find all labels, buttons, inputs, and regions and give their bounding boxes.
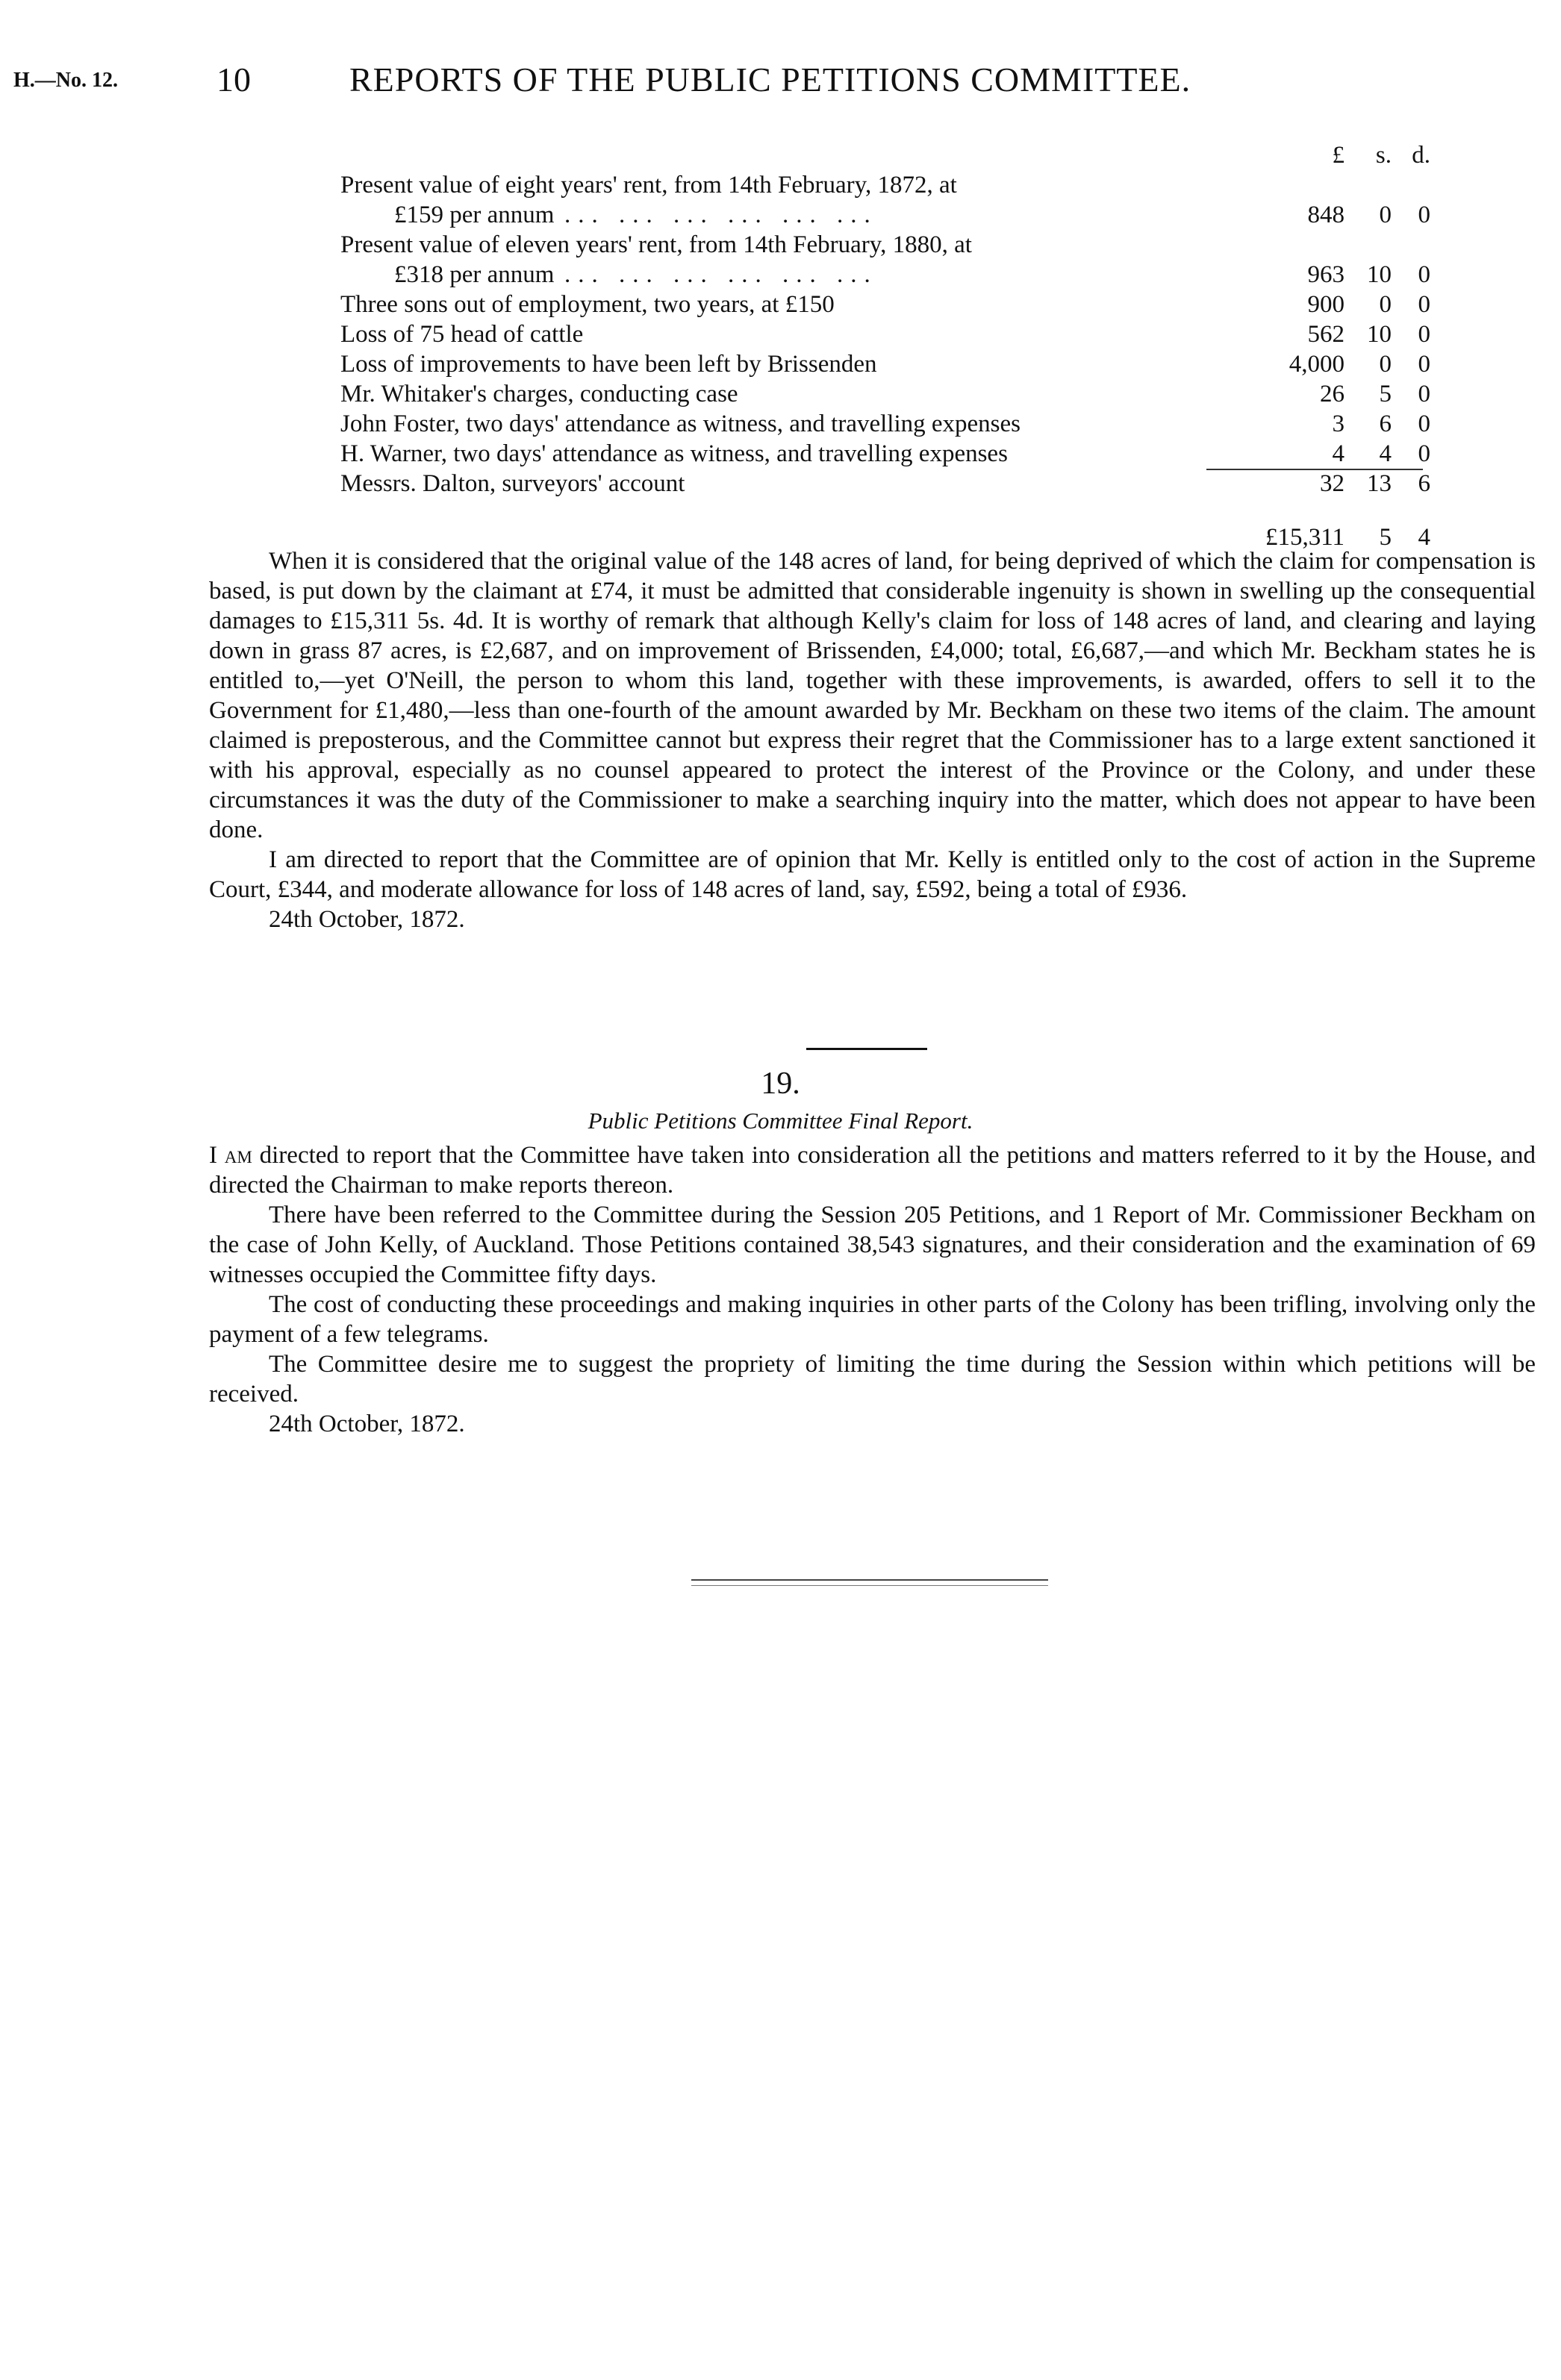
paragraph: I am directed to report that the Committee are of opinion that Mr. Kelly is entitled only to the cost of action in the Supreme Court, £344, and moderate allowance for loss of 148 acres of land, say, £592, being a total of £936.: [209, 846, 1536, 903]
paragraph: There have been referred to the Committee during the Session 205 Petitions, and 1 Report of Mr. Commissioner Beckham on the case of John Kelly, of Auckland. Those Petitions contained 38,543 signatures, and their consideration and the examination of 69 witnesses occupied the Committee fifty days.: [209, 1202, 1536, 1288]
claim-item-row: [340, 319, 1430, 349]
claim-item-row: [340, 469, 1430, 499]
amount-pounds: 32: [1320, 470, 1345, 497]
claim-statement: [340, 140, 1430, 552]
dot-leader: ... ... ... ... ... ...: [564, 202, 878, 228]
claim-item-description: Messrs. Dalton, surveyors' account: [340, 470, 685, 497]
amount-pounds: 900: [1307, 291, 1345, 318]
claim-item-description: Present value of eight years' rent, from 14th February, 1872, at: [340, 172, 957, 199]
amount-pence: 0: [1418, 291, 1430, 318]
opening-words: I am: [209, 1142, 252, 1169]
claim-item-row: [340, 439, 1430, 469]
amount-shillings: 6: [1379, 410, 1392, 437]
claim-item-row-continued: [340, 260, 1430, 290]
amount-pounds: 26: [1320, 381, 1345, 407]
amount-pence: 0: [1418, 381, 1430, 407]
claim-item-description: H. Warner, two days' attendance as witness, and travelling expenses: [340, 440, 1008, 467]
amount-pounds: 963: [1307, 261, 1345, 288]
amount-shillings: 10: [1367, 321, 1392, 348]
amount-pence: 0: [1418, 321, 1430, 348]
claim-item-row-continued: [340, 200, 1430, 230]
amount-shillings: 13: [1367, 470, 1392, 497]
amount-pence: 0: [1418, 202, 1430, 228]
claim-item-row: [340, 379, 1430, 409]
amount-shillings: 0: [1379, 351, 1392, 378]
amount-pence: 0: [1418, 410, 1430, 437]
amount-pence: 0: [1418, 440, 1430, 467]
page-number: 10: [216, 60, 251, 99]
paragraph: The Committee desire me to suggest the propriety of limiting the time during the Session within which petitions will be received.: [209, 1351, 1536, 1408]
report-date: 24th October, 1872.: [269, 1411, 465, 1437]
section-separator: [806, 1048, 927, 1050]
amount-shillings: 0: [1379, 291, 1392, 318]
section-number: 19.: [761, 1066, 800, 1101]
report-19-body: [209, 1140, 1536, 1439]
claim-item-row: [340, 290, 1430, 319]
running-title: REPORTS OF THE PUBLIC PETITIONS COMMITTEE.: [349, 60, 1191, 99]
claim-item-description: Present value of eleven years' rent, from 14th February, 1880, at: [340, 231, 972, 258]
paragraph-text: directed to report that the Committee have taken into consideration all the petitions and matters referred to it by the House, and directed the Chairman to make reports thereon.: [209, 1142, 1536, 1199]
claim-item-description: John Foster, two days' attendance as witness, and travelling expenses: [340, 410, 1021, 437]
currency-header-row: [340, 140, 1430, 170]
total-shillings: 5: [1379, 524, 1392, 551]
amount-shillings: 5: [1379, 381, 1392, 407]
claim-item-row: [340, 409, 1430, 439]
claim-item-row: [340, 349, 1430, 379]
amount-pounds: 4: [1332, 440, 1345, 467]
total-pounds: £15,311: [1265, 524, 1345, 551]
paragraph: When it is considered that the original value of the 148 acres of land, for being deprived of which the claim for compensation is based, is put down by the claimant at £74, it must be admitted that considerable ingenuity is shown in swelling up the consequential damages to £15,311 5s. 4d. It is worthy of remark that although Kelly's claim for loss of 148 acres of land, and clearing and laying down in grass 87 acres, is £2,687, and on improvement of Brissenden, £4,000; total, £6,687,—and which Mr. Beckham states he is entitled to,—yet O'Neill, the person to whom this land, together with these improvements, is awarded, offers to sell it to the Government for £1,480,—less than one-fourth of the amount awarded by Mr. Beckham on these two items of the claim. The amount claimed is preposterous, and the Committee cannot but express their regret that the Commissioner has to a large extent sanctioned it with his approval, especially as no counsel appeared to protect the interest of the Province or the Colony, and under these circumstances it was the duty of the Commissioner to make a searching inquiry into the matter, which does not appear to have been done.: [209, 548, 1536, 843]
page-header: [0, 54, 1561, 106]
shillings-header: s.: [1375, 142, 1392, 169]
claim-item-row: [340, 230, 1430, 260]
amount-shillings: 10: [1367, 261, 1392, 288]
amount-pounds: 848: [1307, 202, 1345, 228]
amount-pounds: 3: [1332, 410, 1345, 437]
claim-items: [340, 170, 1430, 499]
amount-pence: 6: [1418, 470, 1430, 497]
amount-shillings: 4: [1379, 440, 1392, 467]
total-pence: 4: [1418, 524, 1430, 551]
amount-pounds: 4,000: [1289, 351, 1345, 378]
amount-pence: 0: [1418, 261, 1430, 288]
claim-item-description: Loss of improvements to have been left by Brissenden: [340, 351, 877, 378]
claim-item-description: Mr. Whitaker's charges, conducting case: [340, 381, 738, 407]
report-18-body: [209, 546, 1536, 934]
dot-leader: ... ... ... ... ... ...: [564, 261, 878, 288]
amount-pence: 0: [1418, 351, 1430, 378]
section-title: Public Petitions Committee Final Report.: [588, 1108, 973, 1134]
total-rule: [1206, 469, 1423, 470]
report-date: 24th October, 1872.: [269, 906, 465, 933]
paragraph: The cost of conducting these proceedings and making inquiries in other parts of the Colony has been trifling, involving only the payment of a few telegrams.: [209, 1291, 1536, 1348]
end-rule: [691, 1579, 1048, 1586]
amount-shillings: 0: [1379, 202, 1392, 228]
document-reference: H.—No. 12.: [13, 69, 118, 92]
claim-item-description-continued: £318 per annum: [394, 261, 555, 288]
claim-item-description: Three sons out of employment, two years, at £150: [340, 291, 835, 318]
amount-pounds: 562: [1307, 321, 1345, 348]
paragraph: [209, 1140, 1536, 1200]
claim-item-description: Loss of 75 head of cattle: [340, 321, 584, 348]
pence-header: d.: [1412, 142, 1430, 169]
claim-item-description-continued: £159 per annum: [394, 202, 555, 228]
pounds-header: £: [1332, 142, 1345, 169]
claim-item-row: [340, 170, 1430, 200]
